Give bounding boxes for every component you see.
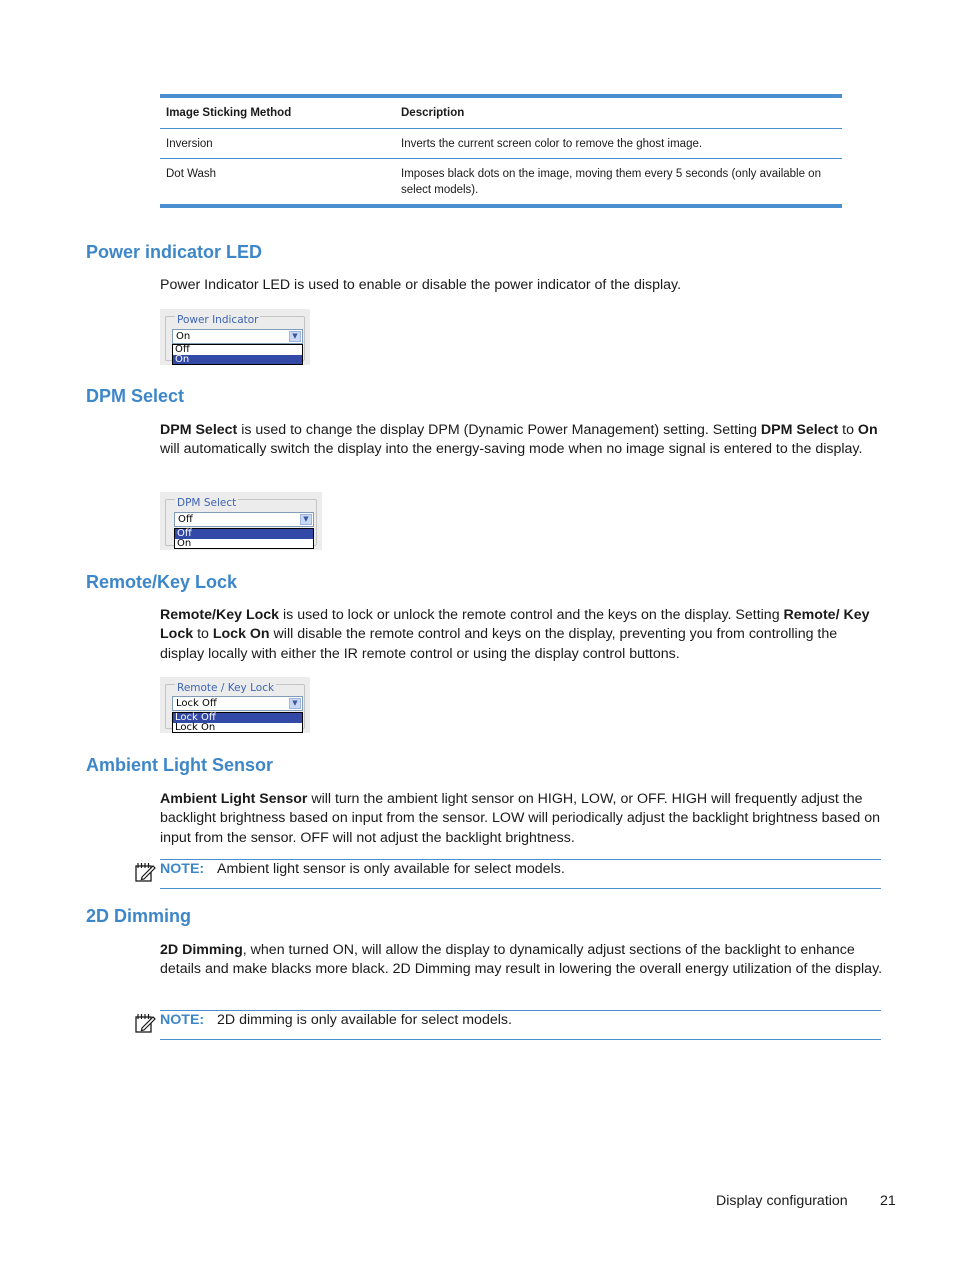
section-heading-ambient-light-sensor: Ambient Light Sensor [86, 755, 274, 775]
remote-value-lock-on: Lock On [212, 626, 270, 643]
remote-term: Remote/Key Lock [160, 607, 280, 623]
section-heading-remote-key-lock: Remote/Key Lock [86, 572, 238, 592]
note-label: NOTE: [160, 861, 205, 877]
dropdown-option-lock-on[interactable]: Lock On [175, 721, 216, 733]
dpm-text-1: is used to change the display DPM (Dynamic Power Management) setting. Setting [237, 422, 761, 438]
dpm-text-3: will automatically switch the display into the energy-saving mode when no image signal is entered to the display. [160, 441, 863, 458]
remote-key-lock-widget [160, 677, 310, 733]
note-pad-icon [134, 1012, 156, 1034]
remote-text-1: is used to lock or unlock the remote control and the keys on the display. Setting [279, 607, 784, 623]
table-header-description: Description [401, 107, 465, 119]
page-number: 21 [880, 1193, 896, 1209]
remote-key-lock-group-title: Remote / Key Lock [177, 682, 275, 694]
note-text: Ambient light sensor is only available for select models. [217, 861, 565, 877]
chevron-down-icon[interactable]: ▼ [300, 514, 312, 525]
dpm-select-widget [160, 492, 322, 550]
ambient-note [160, 859, 881, 889]
remote-key-lock-select[interactable] [172, 696, 303, 711]
table-cell-method: Dot Wash [166, 168, 217, 180]
dpm-select-group-title: DPM Select [177, 497, 237, 509]
power-indicator-widget [160, 309, 310, 365]
power-indicator-description: Power Indicator LED is used to enable or disable the power indicator of the display. [160, 277, 682, 293]
power-indicator-selected-value: On [176, 331, 191, 342]
section-heading-power-indicator: Power indicator LED [86, 242, 263, 262]
dropdown-option-lock-off[interactable]: Lock Off [173, 713, 302, 723]
chevron-down-icon[interactable]: ▼ [289, 698, 301, 709]
remote-term: Remote/ Key Lock [160, 607, 870, 643]
table-row [160, 159, 842, 204]
ambient-light-sensor-description [160, 790, 884, 848]
dpm-text-2: to [838, 422, 858, 438]
remote-text-3: will disable the remote control and keys on the display, preventing you from controlling the display locally with either the IR remote control or using the display control buttons. [160, 626, 838, 662]
note-pad-icon [134, 861, 156, 883]
table-cell-description: Inverts the current screen color to remove the ghost image. [401, 137, 703, 150]
section-heading-dpm-select: DPM Select [86, 386, 185, 406]
note-label: NOTE: [160, 1012, 205, 1028]
power-indicator-select[interactable] [172, 329, 303, 344]
remote-text-2: to [193, 626, 213, 643]
2d-dimming-note [160, 1010, 881, 1040]
table-cell-method: Inversion [166, 137, 213, 150]
image-sticking-table [160, 94, 842, 208]
chevron-down-icon[interactable]: ▼ [289, 331, 301, 342]
power-indicator-dropdown-list [172, 344, 303, 365]
remote-key-lock-selected-value: Lock Off [176, 698, 217, 709]
dropdown-option-off[interactable]: Off [175, 344, 190, 355]
dimming-text-1: , when turned ON, will allow the display to dynamically adjust sections of the backlight to enhance details and make blacks more black. 2D Dimming may result in lowering the overall energy utilization of the display. [160, 942, 883, 978]
dpm-select-dropdown-list [174, 528, 314, 549]
remote-key-lock-description [160, 606, 884, 664]
ambient-term: Ambient Light Sensor [160, 791, 308, 807]
dpm-term: DPM Select [160, 422, 238, 438]
table-cell-description: Imposes black dots on the image, moving them every 5 seconds (only available on select models). [401, 168, 821, 196]
dimming-term: 2D Dimming [160, 942, 243, 958]
2d-dimming-description [160, 941, 884, 980]
table-row [160, 129, 842, 159]
note-text: 2D dimming is only available for select models. [217, 1012, 512, 1028]
power-indicator-group-title: Power Indicator [177, 314, 259, 326]
dpm-select-description [160, 421, 884, 460]
dpm-term: DPM Select [760, 422, 839, 438]
table-header-row [160, 98, 842, 129]
ambient-text-1: will turn the ambient light sensor on HIGH, LOW, or OFF. HIGH will frequently adjust the backlight brightness based on input from the sensor. LOW will periodically adjust the backlight brightness based on input from the sensor. OFF will not adjust the backlight brightness. [160, 791, 881, 846]
dpm-select-select[interactable] [174, 512, 314, 527]
dpm-select-selected-value: Off [178, 514, 193, 525]
footer-section-title: Display configuration [716, 1193, 848, 1209]
dropdown-option-on[interactable]: On [173, 355, 302, 365]
section-heading-2d-dimming: 2D Dimming [86, 906, 192, 926]
dropdown-option-on[interactable]: On [177, 537, 192, 549]
dpm-value-on: On [857, 422, 878, 438]
table-header-method: Image Sticking Method [166, 107, 292, 119]
dropdown-option-off[interactable]: Off [175, 529, 313, 539]
remote-key-lock-dropdown-list [172, 712, 303, 733]
